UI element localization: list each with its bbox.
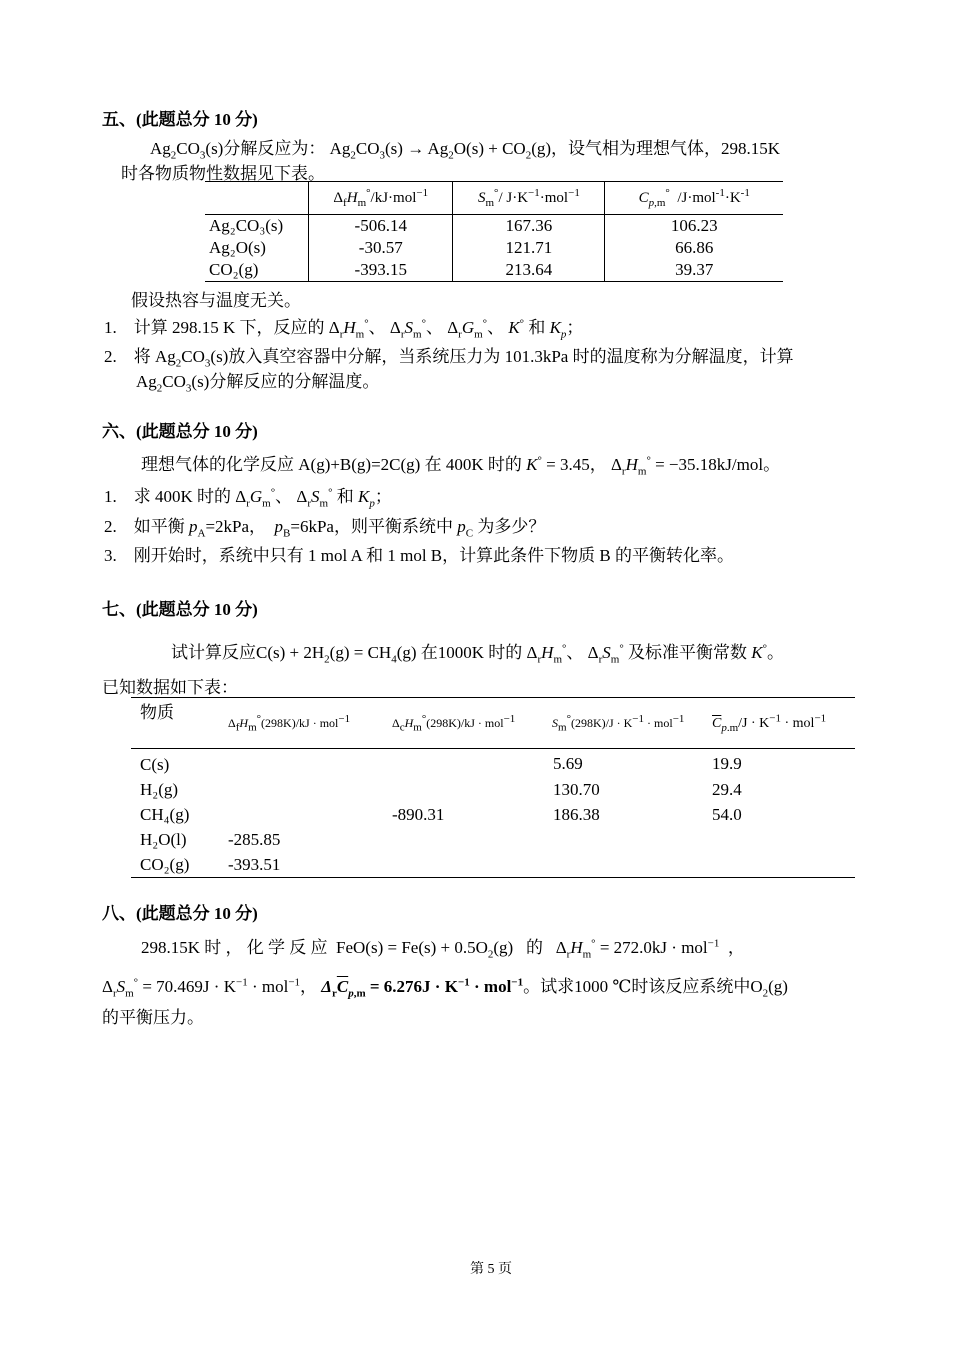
s5-assumption: 假设热容与温度无关。 (131, 291, 301, 310)
section5-title: 五、(此题总分 10 分) (102, 110, 258, 129)
s7-intro: 试计算反应$C(s) + 2H_2(g) = CH_4(g)$ 在1000K 时的 $\Delta_rH_m^\circ$、 $\Delta_rS_m^\circ$ 及标准平衡常数 K°。 (171, 642, 784, 666)
table-row: CO₂(g) -393.51 (131, 852, 855, 878)
s5-question1: 1. 计算 298.15 K 下，反应的 $\Delta_rH_m^\circ$、 $\Delta_rS_m^\circ$、 $\Delta_rG_m^\circ$、 K° 和 $K_p$； (104, 317, 584, 341)
s7-col-heatcap-header: $\overline{C}_{p.m}/J \cdot K^{-1} \cdot mol^{-1}$ (712, 698, 855, 749)
table-row: CH₄(g) -890.31 186.38 54.0 (140, 805, 742, 824)
section6-title: 六、(此题总分 10 分) (102, 422, 258, 441)
table-row: H₂(g) 130.70 29.4 (140, 780, 742, 799)
table-row: Ag₂O(s) -30.57 121.71 66.86 (205, 237, 783, 259)
table-row: C(s) 5.69 19.9 (140, 753, 742, 774)
s5-col-enthalpy-header: $\Delta_fH_m^\circ/kJ\cdot mol^{-1}$ (309, 182, 453, 215)
page-number: 第 5 页 (470, 1262, 512, 1277)
s5-question2-cont: $Ag_2CO_3(s)$分解反应的分解温度。 (136, 372, 380, 395)
table-row: CO₂(g) -393.15 213.64 39.37 (205, 259, 783, 282)
table-row: H₂O(l) -285.85 (140, 830, 281, 849)
section7-title: 七、(此题总分 10 分) (102, 600, 258, 619)
s6-question1: 1. 求 400K 时的 $\Delta_rG_m^\circ$、 $\Delta_rS_m^\circ$ 和 $K_p$； (104, 486, 392, 510)
s7-col-formation-header: $\Delta_fH_m^\circ(298K)/kJ \cdot mol^{-1}$ (228, 698, 392, 749)
s6-intro: 理想气体的化学反应 A(g)+B(g)=2C(g) 在 400K 时的 K° = 3.45， $\Delta_rH_m^\circ = -35.18kJ/mol$。 (141, 454, 781, 478)
s5-question2: 2. 将 $Ag_2CO_3(s)$放入真空容器中分解，当系统压力为 101.3kPa 时的温度称为分解温度，计算 (104, 347, 794, 370)
s7-col-combustion-header: $\Delta_cH_m^\circ(298K)/kJ \cdot mol^{-1}$ (392, 698, 552, 749)
section8-title: 八、(此题总分 10 分) (102, 904, 258, 923)
s8-line1: 298.15K 时 ， 化 学 反 应 $FeO(s) = Fe(s) + 0.5O_2(g)$ 的 $\Delta_rH_m^\circ = 272.0kJ \cdot mol^{-1}$ ， (141, 937, 745, 961)
table-row: Ag₂CO₃(s) -506.14 167.36 106.23 (205, 215, 783, 238)
s7-col-substance-header: 物质 (131, 698, 228, 749)
s5-intro-line2: 时各物质物性数据见下表。 (121, 164, 325, 183)
s8-line3: 的平衡压力。 (102, 1008, 204, 1027)
s6-question3: 3. 刚开始时，系统中只有 1 mol A 和 1 mol B，计算此条件下物质 B 的平衡转化率。 (104, 546, 734, 565)
s6-question2: 2. 如平衡 $p_A=2kPa$， $p_B=6kPa$，则平衡系统中 $p_C$ 为多少？ (104, 517, 546, 540)
s7-col-entropy-header: $S_m^\circ(298K)/J \cdot K^{-1} \cdot mol^{-1}$ (552, 698, 712, 749)
s5-col-heatcap-header: $C_{p,m}^\circ$ $/J\cdot mol^{-1}\cdot K^{-1}$ (605, 182, 783, 215)
s5-data-table (205, 181, 783, 282)
s7-data-table (131, 697, 855, 878)
s8-line2: $\Delta_rS_m^\circ = 70.469J \cdot K^{-1} \cdot mol^{-1}$， $\Delta_r\overline{C}_{p,m} = 6.276J \cdot K^{-1} \cdot mol^{-1}$。试求1000 ℃时该反应系统中$O_2(g)$ (102, 976, 788, 1000)
s5-col-entropy-header: $S_m^\circ/$ $J\cdot K^{-1}\cdot mol^{-1}$ (453, 182, 605, 215)
s7-known-data: 已知数据如下表： (102, 678, 238, 697)
s5-intro-line1: $Ag_2CO_3(s)$分解反应为： $Ag_2CO_3(s) \to Ag_2O(s) + CO_2(g)$，设气相为理想气体，298.15K (150, 139, 781, 162)
